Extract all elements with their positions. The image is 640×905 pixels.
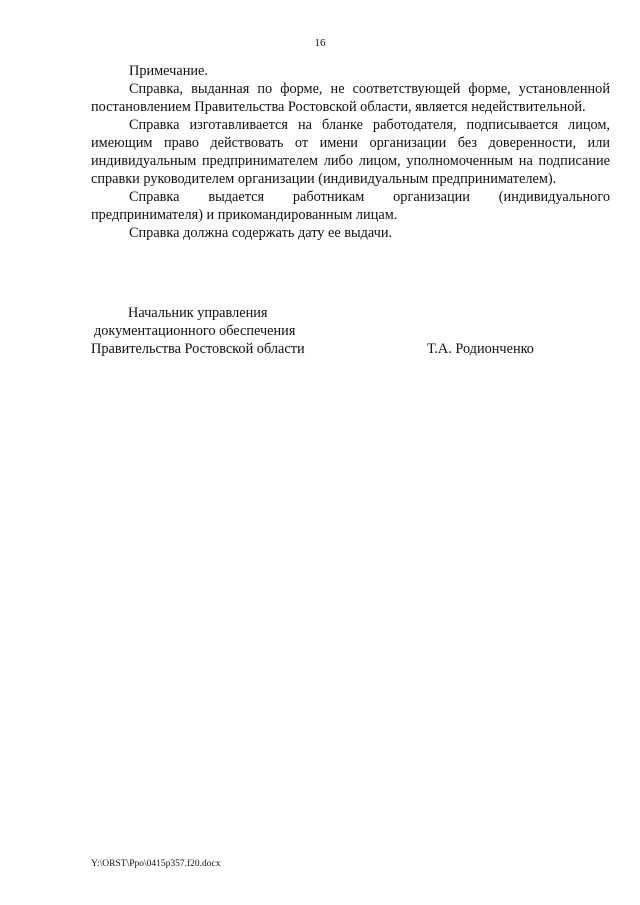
- signatory-title-line2: документационного обеспечения: [94, 323, 296, 339]
- page-number: 16: [314, 37, 326, 49]
- signatory-name: Т.А. Родионченко: [427, 341, 534, 357]
- document-body: [91, 62, 610, 242]
- signatory-title-line3: Правительства Ростовской области: [91, 341, 305, 357]
- file-path-footer: Y:\ORST\Ppo\0415p357.f20.docx: [91, 859, 221, 869]
- paragraph-invalid-form: Справка, выданная по форме, не соответствующей форме, установленной постановлением Правительства Ростовской области, является недействительной.: [91, 81, 610, 115]
- paragraph-issued-to: Справка выдается работникам организации (индивидуального предпринимателя) и прикомандированным лицам.: [91, 189, 610, 223]
- note-heading: Примечание.: [129, 63, 208, 79]
- signatory-row: [91, 340, 610, 358]
- signature-block: [91, 304, 610, 358]
- paragraph-letterhead-signature: Справка изготавливается на бланке работодателя, подписывается лицом, имеющим право действовать от имени организации без доверенности, или индивидуальным предпринимателем либо лицом, уполномоченным на подписание справки руководителем организации (индивидуальным предпринимателем).: [91, 117, 610, 187]
- paragraph-issue-date: Справка должна содержать дату ее выдачи.: [129, 225, 393, 241]
- signatory-title-line1: Начальник управления: [128, 305, 268, 321]
